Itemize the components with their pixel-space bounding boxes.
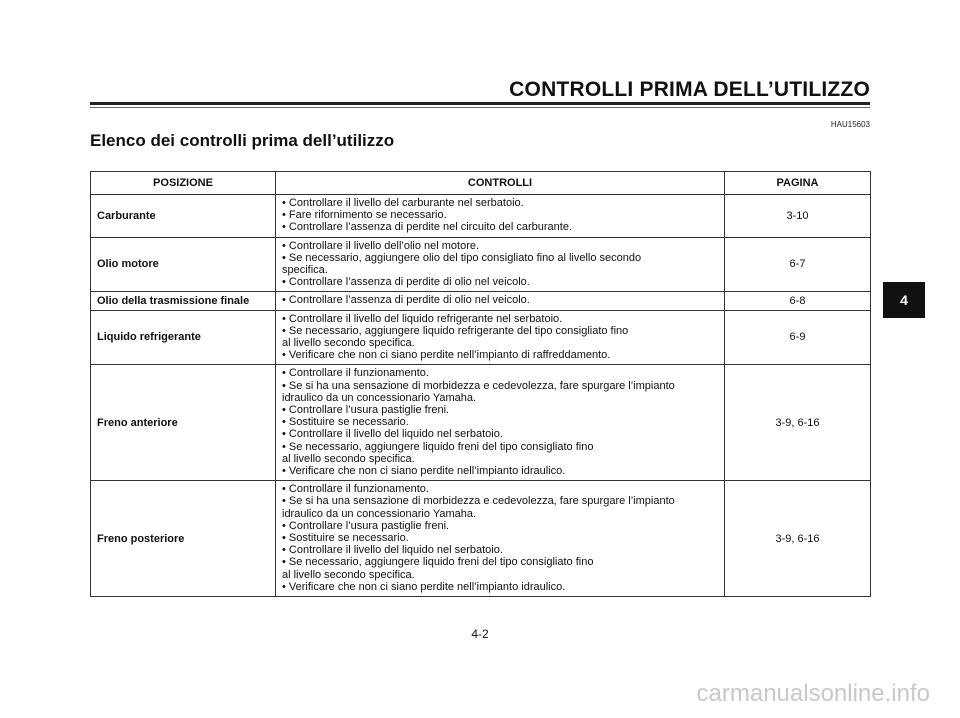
control-line: idraulico da un concessionario Yamaha. [282,391,477,404]
table-row [91,310,871,365]
control-line: al livello secondo specifica. [282,568,415,581]
control-line: specifica. [282,264,328,277]
row-page-reference: 6-7 [725,237,871,292]
control-line: al livello secondo specifica. [282,337,415,350]
page-number: 4-2 [471,627,489,641]
row-controls [276,237,725,292]
row-position: Freno anteriore [91,365,276,481]
control-line: • Controllare il livello del carburante nel serbatoio. [282,197,524,209]
row-position: Carburante [91,195,276,238]
table-row [91,292,871,310]
watermark: carmanualsonline.info [696,680,930,707]
control-line: • Sostituire se necessario. [282,416,409,429]
table-header-row [91,172,871,195]
control-line: • Verificare che non ci siano perdite nell’impianto di raffreddamento. [282,349,611,362]
column-header-page: PAGINA [725,172,871,195]
control-line: al livello secondo specifica. [282,452,415,465]
control-line: • Controllare l’usura pastiglie freni. [282,404,450,417]
control-line: • Controllare il livello del liquido nel serbatoio. [282,428,503,441]
control-line: • Se si ha una sensazione di morbidezza e cedevolezza, fare spurgare l’impianto [282,495,675,508]
control-line: idraulico da un concessionario Yamaha. [282,507,477,520]
control-line: • Verificare che non ci siano perdite nell’impianto idraulico. [282,465,566,478]
row-controls [276,310,725,365]
row-page-reference: 3-9, 6-16 [725,365,871,481]
row-page-reference: 3-9, 6-16 [725,481,871,597]
table-row [91,195,871,238]
row-controls [276,365,725,481]
control-line: • Controllare il funzionamento. [282,367,429,380]
section-title: Elenco dei controlli prima dell’utilizzo [90,131,395,150]
row-page-reference: 3-10 [725,195,871,238]
control-line: • Se necessario, aggiungere liquido refrigerante del tipo consigliato fino [282,324,629,337]
page-header-title: CONTROLLI PRIMA DELL’UTILIZZO [509,78,870,101]
table-row [91,237,871,292]
control-line: • Controllare l’usura pastiglie freni. [282,519,450,532]
control-line: • Se necessario, aggiungere liquido freni del tipo consigliato fino [282,556,594,569]
row-position: Freno posteriore [91,481,276,597]
row-controls [276,481,725,597]
control-line: • Controllare il livello dell’olio nel motore. [282,239,480,252]
row-page-reference: 6-8 [725,292,871,310]
control-line: • Fare rifornimento se necessario. [282,209,447,222]
column-header-controls: CONTROLLI [276,172,725,195]
control-line: • Controllare il funzionamento. [282,483,429,496]
control-line: • Controllare il livello del liquido refrigerante nel serbatoio. [282,312,563,325]
row-controls [276,195,725,238]
chapter-tab: 4 [883,282,925,318]
table-row [91,481,871,597]
control-line: • Se si ha una sensazione di morbidezza e cedevolezza, fare spurgare l’impianto [282,379,675,392]
row-page-reference: 6-9 [725,310,871,365]
control-line: • Controllare il livello del liquido nel serbatoio. [282,544,503,557]
checks-table [90,171,871,597]
column-header-position: POSIZIONE [91,172,276,195]
header-rule-thick [90,102,870,105]
control-line: • Controllare l’assenza di perdite di olio nel veicolo. [282,276,530,289]
control-line: • Controllare l’assenza di perdite di olio nel veicolo. [282,294,530,307]
row-position: Olio motore [91,237,276,292]
control-line: • Controllare l’assenza di perdite nel circuito del carburante. [282,221,573,234]
header-rule-thin [90,107,870,108]
row-controls [276,292,725,310]
control-line: • Sostituire se necessario. [282,532,409,545]
control-line: • Se necessario, aggiungere liquido freni del tipo consigliato fino [282,440,594,453]
table-row [91,365,871,481]
document-code: HAU15603 [830,120,870,129]
control-line: • Se necessario, aggiungere olio del tipo consigliato fino al livello secondo [282,251,642,264]
row-position: Liquido refrigerante [91,310,276,365]
control-line: • Verificare che non ci siano perdite nell’impianto idraulico. [282,580,566,593]
row-position: Olio della trasmissione finale [91,292,276,310]
